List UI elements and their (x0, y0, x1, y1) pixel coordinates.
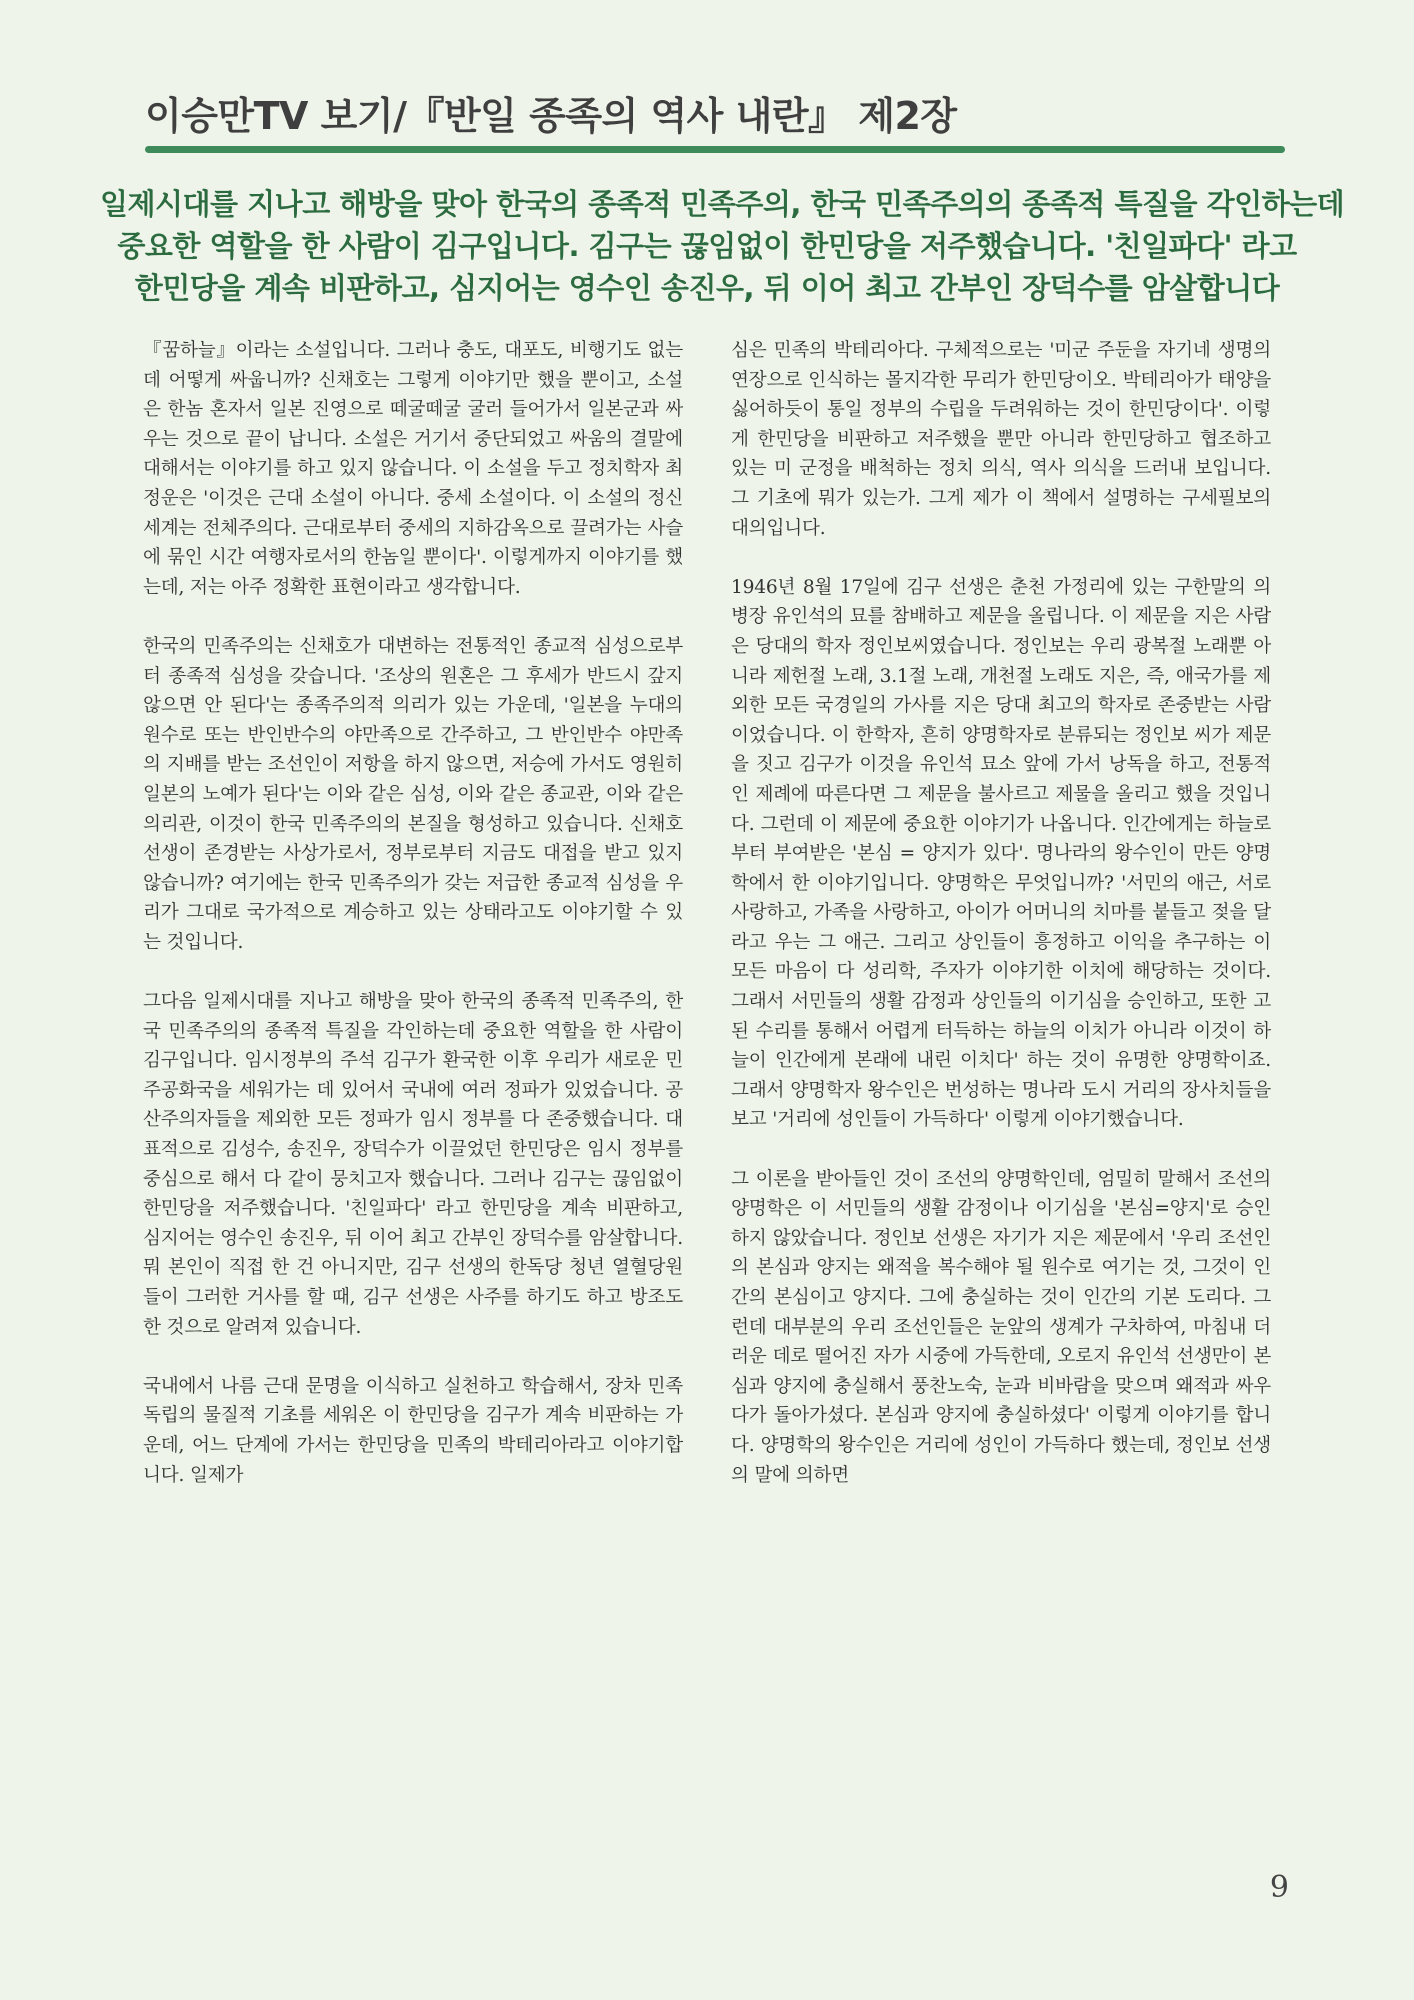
headline-line: 한민당을 계속 비판하고, 심지어는 영수인 송진우, 뒤 이어 최고 간부인 장덕수를 암살합니다 (134, 271, 1280, 305)
headline (100, 183, 1345, 309)
right-column (731, 336, 1271, 1520)
body-paragraph: 그 이론을 받아들인 것이 조선의 양명학인데, 엄밀히 말해서 조선의 양명학은 이 서민들의 생활 감정이나 이기심을 '본심=양지'로 승인하지 않았습니다. 정인보 선생은 자기가 지은 제문에서 '우리 조선인의 본심과 양지는 왜적을 복수해야 될 원수로 여기는 것, 그것이 인간의 본심이고 양지다. 그에 충실하는 것이 인간의 기본 도리다. 그런데 대부분의 우리 조선인들은 눈앞의 생계가 구차하여, 마침내 더러운 데로 떨어진 자가 시중에 가득한데, 오로지 유인석 선생만이 본심과 양지에 충실해서 풍찬노숙, 눈과 비바람을 맞으며 왜적과 싸우다가 돌아가셨다. 본심과 양지에 충실하셨다' 이렇게 이야기를 합니다. 양명학의 왕수인은 거리에 성인이 가득하다 했는데, 정인보 선생의 말에 의하면 (731, 1168, 1271, 1486)
body-paragraph: 그다음 일제시대를 지나고 해방을 맞아 한국의 종족적 민족주의, 한국 민족주의의 종족적 특질을 각인하는데 중요한 역할을 한 사람이 김구입니다. 임시정부의 주석 김구가 환국한 이후 우리가 새로운 민주공화국을 세워가는 데 있어서 국내에 여러 정파가 있었습니다. 공산주의자들을 제외한 모든 정파가 임시 정부를 다 존중했습니다. 대표적으로 김성수, 송진우, 장덕수가 이끌었던 한민당은 임시 정부를 중심으로 해서 다 같이 뭉치고자 했습니다. 그러나 김구는 끊임없이 한민당을 저주했습니다. '친일파다' 라고 한민당을 계속 비판하고, 심지어는 영수인 송진우, 뒤 이어 최고 간부인 장덕수를 암살합니다. 뭐 본인이 직접 한 건 아니지만, 김구 선생의 한독당 청년 열혈당원들이 그러한 거사를 할 때, 김구 선생은 사주를 하기도 하고 방조도 한 것으로 알려져 있습니다. (143, 991, 683, 1338)
body-paragraph: 국내에서 나름 근대 문명을 이식하고 실천하고 학습해서, 장차 민족 독립의 물질적 기초를 세워온 이 한민당을 김구가 계속 비판하는 가운데, 어느 단계에 가서는 한민당을 민족의 박테리아라고 이야기합니다. 일제가 (143, 1375, 683, 1486)
header-divider (145, 146, 1285, 153)
body-paragraph: 심은 민족의 박테리아다. 구체적으로는 '미군 주둔을 자기네 생명의 연장으로 인식하는 몰지각한 무리가 한민당이오. 박테리아가 태양을 싫어하듯이 통일 정부의 수립을 두려워하는 것이 한민당이다'. 이렇게 한민당을 비판하고 저주했을 뿐만 아니라 한민당하고 협조하고 있는 미 군정을 배척하는 정치 의식, 역사 의식을 드러내 보입니다. 그 기초에 뭐가 있는가. 그게 제가 이 책에서 설명하는 구세필보의 대의입니다. (731, 340, 1271, 539)
page-title: 이승만TV 보기/『반일 종족의 역사 내란』 제2장 (145, 94, 957, 138)
page-header (145, 88, 1285, 153)
headline-line: 중요한 역할을 한 사람이 김구입니다. 김구는 끊임없이 한민당을 저주했습니다. '친일파다' 라고 (117, 229, 1297, 263)
body-paragraph: 1946년 8월 17일에 김구 선생은 춘천 가정리에 있는 구한말의 의병장 유인석의 묘를 참배하고 제문을 올립니다. 이 제문을 지은 사람은 당대의 학자 정인보씨였습니다. 정인보는 우리 광복절 노래뿐 아니라 제헌절 노래, 3.1절 노래, 개천절 노래도 지은, 즉, 애국가를 제외한 모든 국경일의 가사를 지은 당대 최고의 학자로 존중받는 사람이었습니다. 이 한학자, 흔히 양명학자로 분류되는 정인보 씨가 제문을 짓고 김구가 이것을 유인석 묘소 앞에 가서 낭독을 하고, 전통적인 제례에 따른다면 그 제문을 불사르고 제물을 올리고 했을 것입니다. 그런데 이 제문에 중요한 이야기가 나옵니다. 인간에게는 하늘로부터 부여받은 '본심 = 양지가 있다'. 명나라의 왕수인이 만든 양명학에서 한 이야기입니다. 양명학은 무엇입니까? '서민의 애근, 서로 사랑하고, 가족을 사랑하고, 아이가 어머니의 치마를 붙들고 젖을 달라고 우는 그 애근. 그리고 상인들이 흥정하고 이익을 추구하는 이 모든 마음이 다 성리학, 주자가 이야기한 이치에 해당하는 것이다. 그래서 서민들의 생활 감정과 상인들의 이기심을 승인하고, 또한 고된 수리를 통해서 어렵게 터득하는 하늘의 이치가 아니라 이것이 하늘이 인간에게 본래에 내린 이치다' 하는 것이 유명한 양명학이죠. 그래서 양명학자 왕수인은 번성하는 명나라 도시 거리의 장사치들을 보고 '거리에 성인들이 가득하다' 이렇게 이야기했습니다. (731, 576, 1271, 1131)
body-paragraph: 한국의 민족주의는 신채호가 대변하는 전통적인 종교적 심성으로부터 종족적 심성을 갖습니다. '조상의 원혼은 그 후세가 반드시 갚지 않으면 안 된다'는 종족주의적 의리가 있는 가운데, '일본을 누대의 원수로 또는 반인반수의 야만족으로 간주하고, 그 반인반수 야만족의 지배를 받는 조선인이 저항을 하지 않으면, 저승에 가서도 영원히 일본의 노예가 된다'는 이와 같은 심성, 이와 같은 종교관, 이와 같은 의리관, 이것이 한국 민족주의의 본질을 형성하고 있습니다. 신채호 선생이 존경받는 사상가로서, 정부로부터 지금도 대접을 받고 있지 않습니까? 여기에는 한국 민족주의가 갖는 저급한 종교적 심성을 우리가 그대로 국가적으로 계승하고 있는 상태라고도 이야기할 수 있는 것입니다. (143, 635, 683, 953)
page-number: 9 (1269, 1870, 1289, 1905)
body-paragraph: 『꿈하늘』이라는 소설입니다. 그러나 충도, 대포도, 비행기도 없는데 어떻게 싸웁니까? 신채호는 그렇게 이야기만 했을 뿐이고, 소설은 한놈 혼자서 일본 진영으로 떼굴떼굴 굴러 들어가서 일본군과 싸우는 것으로 끝이 납니다. 소설은 거기서 중단되었고 싸움의 결말에 대해서는 이야기를 하고 있지 않습니다. 이 소설을 두고 정치학자 최정운은 '이것은 근대 소설이 아니다. 중세 소설이다. 이 소설의 정신세계는 전체주의다. 근대로부터 중세의 지하감옥으로 끌려가는 사슬에 묶인 시간 여행자로서의 한놈일 뿐이다'. 이렇게까지 이야기를 했는데, 저는 아주 정확한 표현이라고 생각합니다. (143, 340, 683, 598)
headline-line: 일제시대를 지나고 해방을 맞아 한국의 종족적 민족주의, 한국 민족주의의 종족적 특질을 각인하는데 (100, 187, 1345, 221)
left-column (143, 336, 683, 1520)
